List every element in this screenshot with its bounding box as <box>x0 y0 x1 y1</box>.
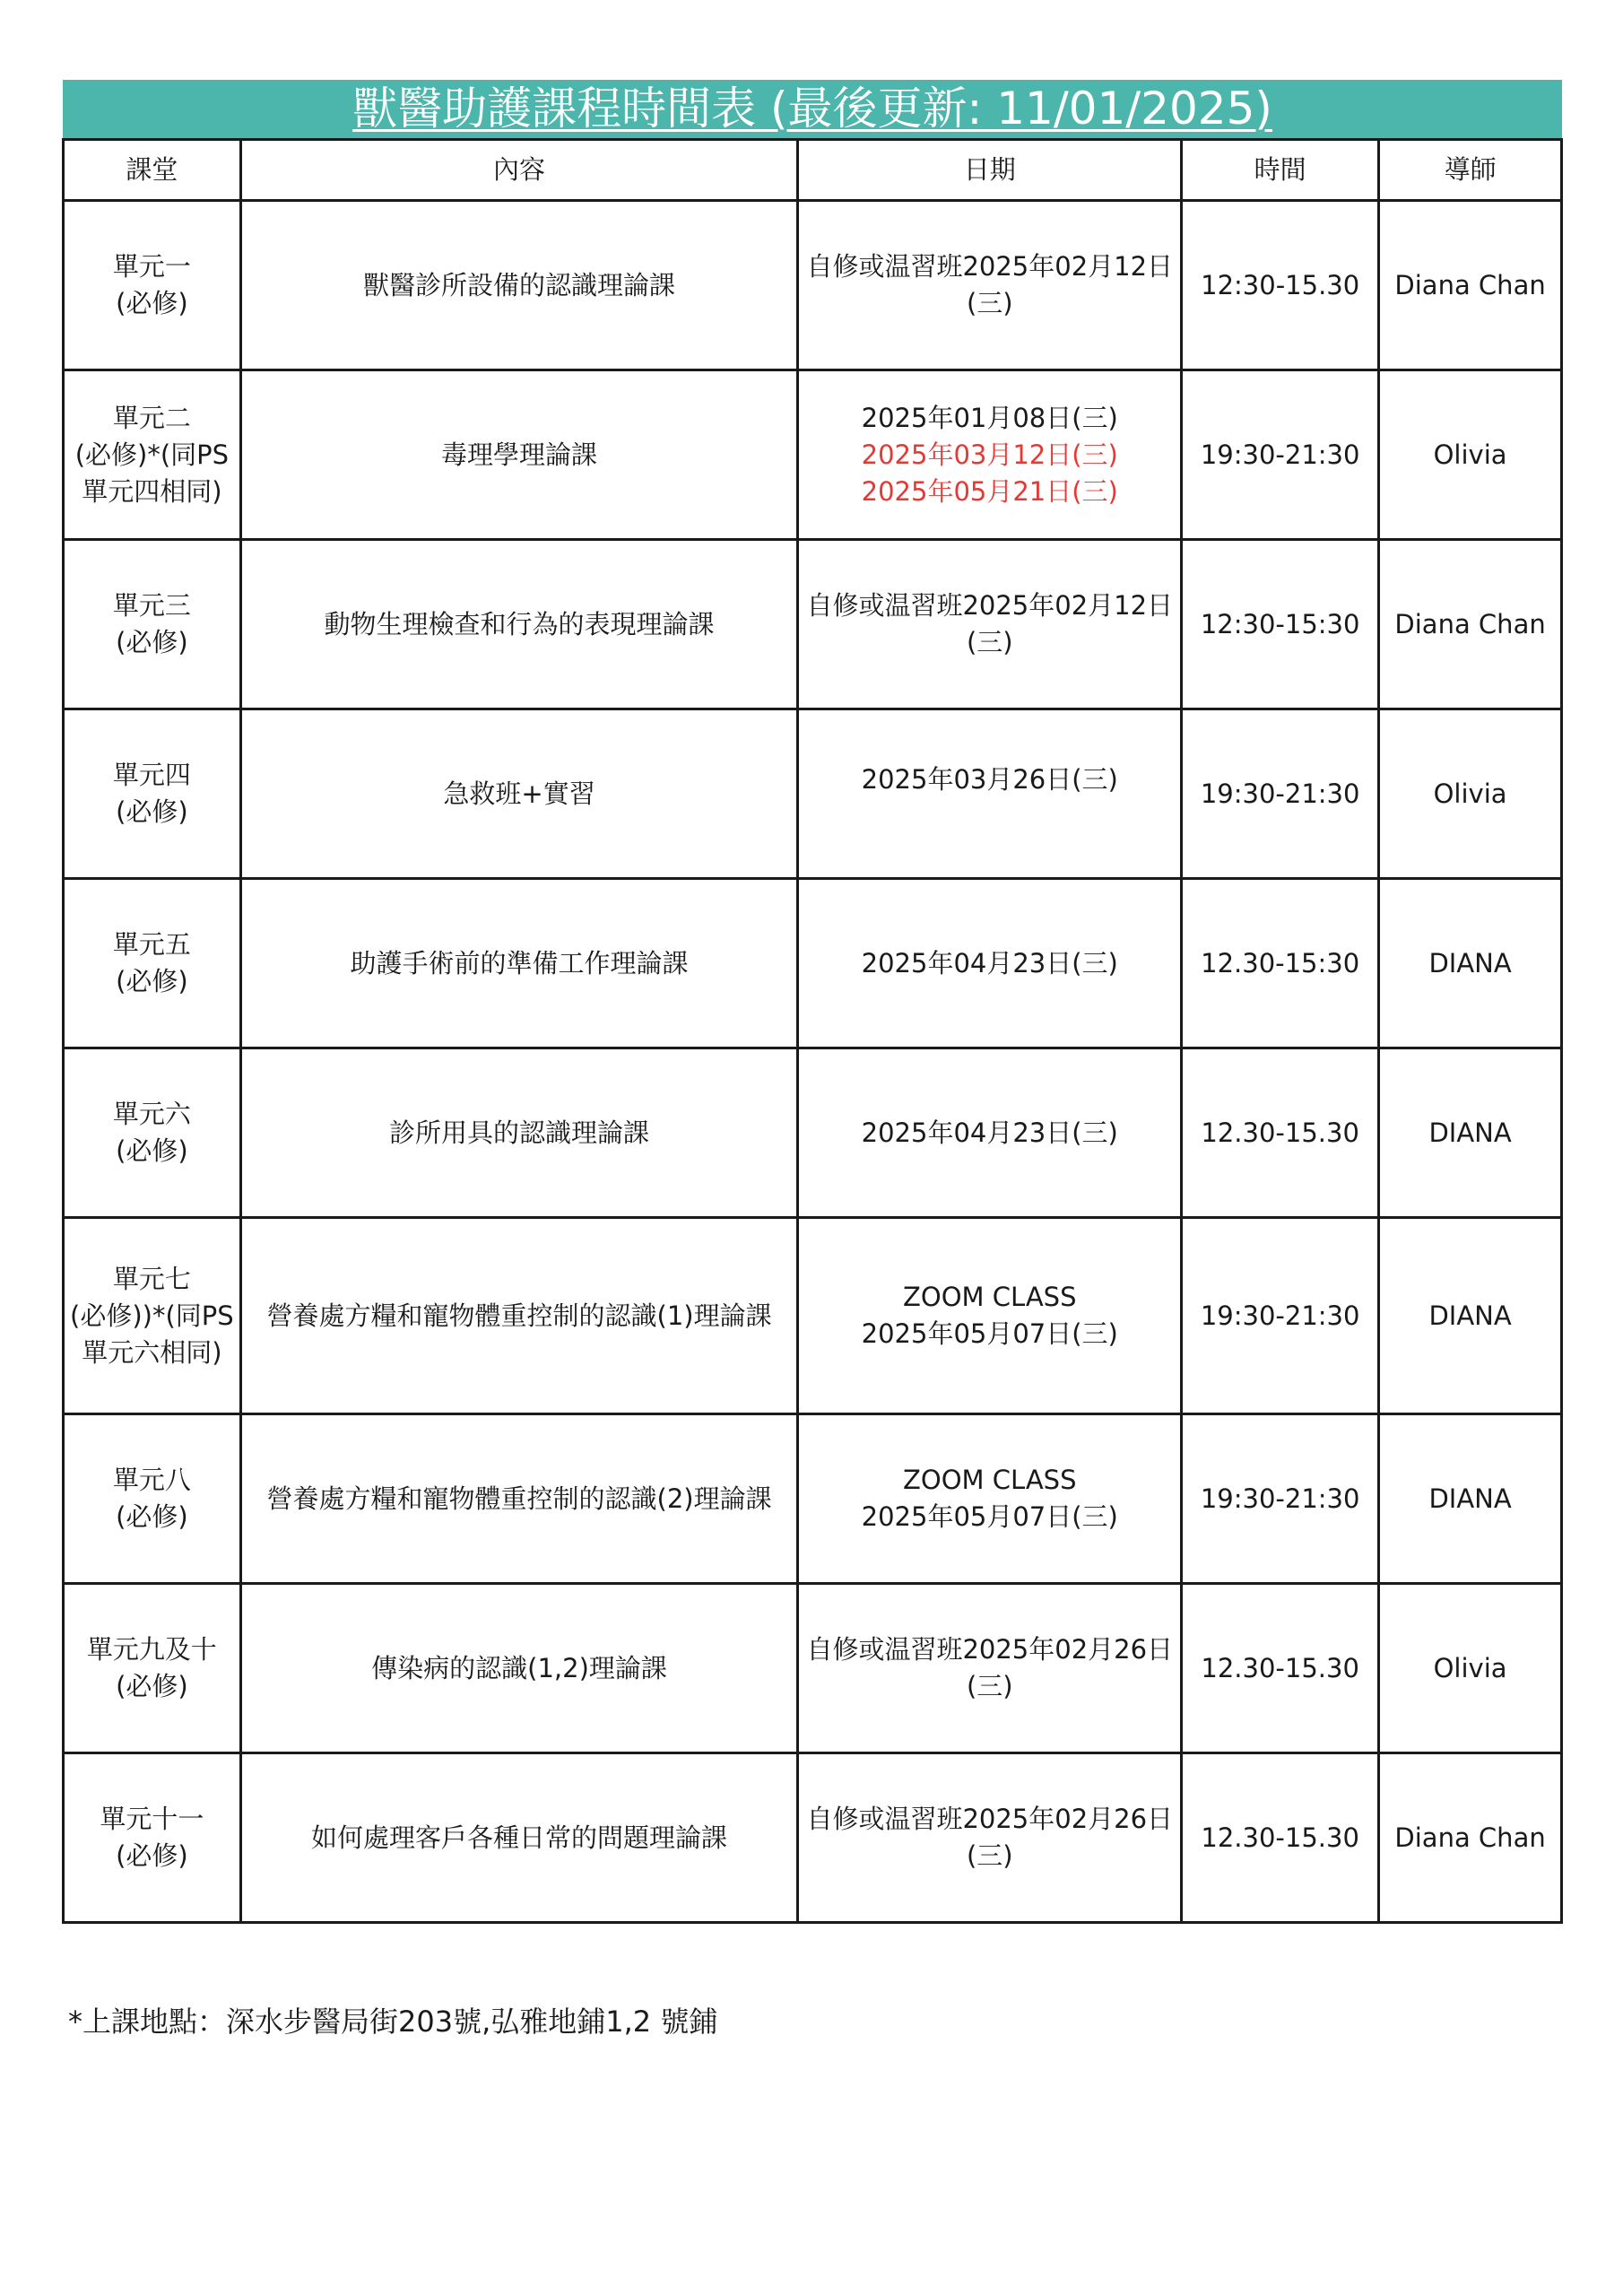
tutor-cell: DIANA <box>1379 1048 1562 1218</box>
date-line: 2025年01月08日(三) <box>861 402 1118 433</box>
tutor-cell: Olivia <box>1379 370 1562 540</box>
table-row <box>64 1584 1562 1753</box>
unit-cell <box>64 879 241 1048</box>
date-line-highlighted: 2025年03月12日(三) <box>861 439 1118 470</box>
unit-note: (必修) <box>116 627 188 657</box>
date-cell <box>798 1414 1182 1584</box>
unit-cell <box>64 1048 241 1218</box>
unit-cell <box>64 1218 241 1414</box>
unit-cell <box>64 370 241 540</box>
date-line: 自修或温習班2025年02月12日 <box>806 590 1174 621</box>
table-row <box>64 709 1562 879</box>
tutor-cell: Olivia <box>1379 709 1562 879</box>
table-header-row <box>64 140 1562 201</box>
unit-cell <box>64 1584 241 1753</box>
table-row <box>64 879 1562 1048</box>
header-tutor: 導師 <box>1379 140 1562 201</box>
tutor-cell: Diana Chan <box>1379 1753 1562 1923</box>
unit-cell <box>64 201 241 370</box>
tutor-cell: Diana Chan <box>1379 540 1562 709</box>
location-footnote: *上課地點：深水步醫局街203號,弘雅地鋪1,2 號鋪 <box>68 2005 718 2039</box>
date-line: ZOOM CLASS <box>903 1282 1077 1312</box>
content-cell: 如何處理客戶各種日常的問題理論課 <box>240 1753 798 1923</box>
unit-note: (必修) <box>116 1135 188 1166</box>
content-cell: 動物生理檢查和行為的表現理論課 <box>240 540 798 709</box>
table-row <box>64 370 1562 540</box>
unit-name: 單元十一 <box>100 1804 204 1834</box>
unit-cell <box>64 540 241 709</box>
unit-note: (必修) <box>116 1501 188 1532</box>
tutor-cell: DIANA <box>1379 1218 1562 1414</box>
unit-name: 單元八 <box>112 1465 191 1495</box>
header-time: 時間 <box>1182 140 1379 201</box>
unit-note: 單元四相同) <box>82 475 222 507</box>
date-cell <box>798 540 1182 709</box>
time-cell: 12:30-15.30 <box>1182 201 1379 370</box>
unit-name: 單元四 <box>112 760 191 790</box>
table-row <box>64 1753 1562 1923</box>
header-unit: 課堂 <box>64 140 241 201</box>
time-cell: 19:30-21:30 <box>1182 1218 1379 1414</box>
time-cell: 12:30-15:30 <box>1182 540 1379 709</box>
time-cell: 12.30-15.30 <box>1182 1048 1379 1218</box>
tutor-cell: Diana Chan <box>1379 201 1562 370</box>
time-cell: 19:30-21:30 <box>1182 709 1379 879</box>
date-line: (三) <box>966 627 1013 657</box>
table-row <box>64 1218 1562 1414</box>
unit-cell <box>64 1753 241 1923</box>
date-line: (三) <box>966 1671 1013 1701</box>
content-cell: 助護手術前的準備工作理論課 <box>240 879 798 1048</box>
date-line-highlighted: 2025年05月21日(三) <box>861 475 1118 507</box>
date-line: 2025年05月07日(三) <box>861 1318 1118 1349</box>
unit-name: 單元二 <box>112 402 191 433</box>
content-cell: 獸醫診所設備的認識理論課 <box>240 201 798 370</box>
page-title: 獸醫助護課程時間表 (最後更新: 11/01/2025) <box>63 80 1562 138</box>
header-date: 日期 <box>798 140 1182 201</box>
date-cell <box>798 879 1182 1048</box>
time-cell: 12.30-15.30 <box>1182 1753 1379 1923</box>
content-cell: 急救班+實習 <box>240 709 798 879</box>
time-cell: 19:30-21:30 <box>1182 1414 1379 1584</box>
date-cell <box>798 709 1182 879</box>
date-line: ZOOM CLASS <box>903 1465 1077 1495</box>
unit-name: 單元五 <box>112 929 191 960</box>
content-cell: 營養處方糧和寵物體重控制的認識(1)理論課 <box>240 1218 798 1414</box>
unit-note: (必修) <box>116 966 188 996</box>
date-cell <box>798 1048 1182 1218</box>
date-line: 2025年04月23日(三) <box>861 947 1118 978</box>
date-line: (三) <box>966 1840 1013 1871</box>
date-cell <box>798 201 1182 370</box>
date-cell <box>798 1753 1182 1923</box>
unit-name: 單元六 <box>112 1099 191 1129</box>
content-cell: 毒理學理論課 <box>240 370 798 540</box>
unit-name: 單元七 <box>112 1263 191 1294</box>
table-row <box>64 1048 1562 1218</box>
date-line: 2025年03月26日(三) <box>861 763 1118 795</box>
table-row <box>64 201 1562 370</box>
unit-note: (必修)*(同PS <box>74 439 230 470</box>
tutor-cell: DIANA <box>1379 879 1562 1048</box>
date-cell <box>798 370 1182 540</box>
schedule-table <box>62 138 1563 1924</box>
date-line: (三) <box>966 288 1013 318</box>
date-line: 2025年04月23日(三) <box>861 1117 1118 1148</box>
tutor-cell: DIANA <box>1379 1414 1562 1584</box>
unit-cell <box>64 709 241 879</box>
date-cell <box>798 1218 1182 1414</box>
unit-note: (必修) <box>116 288 188 318</box>
content-cell: 診所用具的認識理論課 <box>240 1048 798 1218</box>
date-line: 自修或温習班2025年02月26日 <box>806 1634 1174 1665</box>
unit-note: 單元六相同) <box>82 1336 222 1368</box>
date-line: 2025年05月07日(三) <box>861 1501 1118 1532</box>
unit-name: 單元三 <box>112 590 191 621</box>
unit-name: 單元一 <box>112 251 191 282</box>
unit-note: (必修))*(同PS <box>70 1300 234 1331</box>
header-content: 內容 <box>240 140 798 201</box>
table-row <box>64 1414 1562 1584</box>
content-cell: 傳染病的認識(1,2)理論課 <box>240 1584 798 1753</box>
unit-cell <box>64 1414 241 1584</box>
date-line: 自修或温習班2025年02月26日 <box>806 1804 1174 1834</box>
unit-note: (必修) <box>116 1671 188 1701</box>
table-row <box>64 540 1562 709</box>
date-line: 自修或温習班2025年02月12日 <box>806 251 1174 282</box>
unit-note: (必修) <box>116 1840 188 1871</box>
time-cell: 12.30-15.30 <box>1182 1584 1379 1753</box>
time-cell: 12.30-15:30 <box>1182 879 1379 1048</box>
content-cell: 營養處方糧和寵物體重控制的認識(2)理論課 <box>240 1414 798 1584</box>
unit-note: (必修) <box>116 796 188 827</box>
tutor-cell: Olivia <box>1379 1584 1562 1753</box>
date-cell <box>798 1584 1182 1753</box>
unit-name: 單元九及十 <box>86 1634 217 1665</box>
time-cell: 19:30-21:30 <box>1182 370 1379 540</box>
